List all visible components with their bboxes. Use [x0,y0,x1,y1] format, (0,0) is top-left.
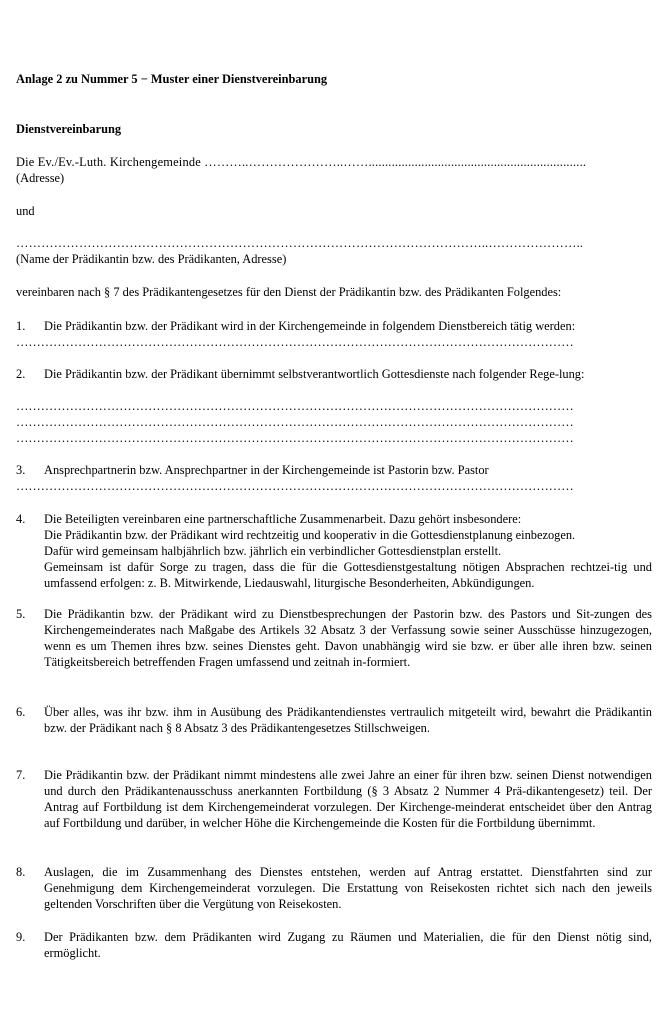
clause-text: Der Prädikanten bzw. dem Prädikanten wird Zugang zu Räumen und Materialien, die für den Dienst nötig sind, ermöglicht. [44,930,652,960]
clause-text: Die Prädikantin bzw. der Prädikant wird zu Dienstbesprechungen der Pastorin bzw. des Pastors und Sit-zungen des Kirchengemeinderates nach Maßgabe des Artikels 32 Absatz 3 der Verfassung sowie seiner Ausschüsse hinzugezogen, wenn es um Themen ihres bzw. seines Dienstes geht. Davon unabhängig wird sie bzw. er über alle ihren bzw. seinen Tätigkeitsbereich betreffenden Fragen umfassend und zeitnah in-formiert. [44,607,652,669]
clause-line: Gemeinsam ist dafür Sorge zu tragen, dass die für die Gottesdienstgestaltung nötigen Absprachen rechtzei-tig und umfassend erfolgen: z. B. Mitwirkende, Liedauswahl, liturgische Besonderheiten, Abkündigungen. [44,560,652,590]
name-dotted-line: …………………………………………………………………………………………………..………………….. [16,236,584,250]
clause-text [44,511,652,591]
clause-line: Dafür wird gemeinsam halbjährlich bzw. jährlich ein verbindlicher Gottesdienstplan erstellt. [44,544,502,558]
gemeinde-line: Die Ev./Ev.-Luth. Kirchengemeinde ………..…………………..…….................................................................. [16,155,587,169]
fill-in-line: ……………………………………………………………………………………………………………………… [16,479,574,493]
clause-number: 9. [16,930,26,944]
clause-number: 1. [16,319,26,333]
clause-line: Die Prädikantin bzw. der Prädikant wird rechtzeitig und kooperativ in die Gottesdienstplanung einbezogen. [44,528,576,542]
clause-text: Ansprechpartnerin bzw. Ansprechpartner in der Kirchengemeinde ist Pastorin bzw. Pastor [44,463,489,477]
clause-intro: Die Beteiligten vereinbaren eine partnerschaftliche Zusammenarbeit. Dazu gehört insbesondere: [44,512,522,526]
clause-number: 5. [16,607,26,621]
und-text: und [16,204,35,218]
clause-number: 8. [16,865,26,879]
adresse-label: (Adresse) [16,171,65,185]
clause-text: Die Prädikantin bzw. der Prädikant übernimmt selbstverantwortlich Gottesdienste nach folgender Rege-lung: [44,367,585,381]
fill-in-line: ……………………………………………………………………………………………………………………… [16,431,574,445]
clause-text: Über alles, was ihr bzw. ihm in Ausübung des Prädikantendienstes vertraulich mitgeteilt wird, bewahrt die Prädikantin bzw. der Prädikant nach § 8 Absatz 3 des Prädikantengesetzes Stillschweigen. [44,705,652,735]
clause-number: 3. [16,463,26,477]
clause-number: 6. [16,705,26,719]
intro-text: vereinbaren nach § 7 des Prädikantengesetzes für den Dienst der Prädikantin bzw. des Prädikanten Folgendes: [16,285,562,299]
agreement-heading: Dienstvereinbarung [16,122,122,136]
document-title: Anlage 2 zu Nummer 5 − Muster einer Dienstvereinbarung [16,72,328,86]
clause-text: Auslagen, die im Zusammenhang des Dienstes entstehen, werden auf Antrag erstattet. Dienstfahrten sind zur Genehmigung dem Kirchengemeinderat vorzulegen. Die Erstattung von Reisekosten richtet sich nach den jeweils geltenden Vorschriften über die Vergütung von Reisekosten. [44,865,652,911]
fill-in-line: ……………………………………………………………………………………………………………………… [16,335,574,349]
clause-text: Die Prädikantin bzw. der Prädikant nimmt mindestens alle zwei Jahre an einer für ihren bzw. seinen Dienst notwendigen und durch den Prädikantenausschuss anerkannten Fortbildung (§ 3 Absatz 2 Nummer 4 Prä-dikantengesetz) teil. Der Antrag auf Fortbildung ist dem Kirchengemeinderat vorzulegen. Der Kirchenge-meinderat entscheidet über den Antrag auf Fortbildung und darüber, in welcher Höhe die Kirchengemeinde die Kosten für die Fortbildung übernimmt. [44,768,652,830]
fill-in-line: ……………………………………………………………………………………………………………………… [16,399,574,413]
name-label: (Name der Prädikantin bzw. des Prädikanten, Adresse) [16,252,287,266]
clause-number: 2. [16,367,26,381]
clause-text: Die Prädikantin bzw. der Prädikant wird in der Kirchengemeinde in folgendem Dienstbereich tätig werden: [44,319,576,333]
clause-number: 7. [16,768,26,782]
clause-number: 4. [16,512,26,526]
fill-in-line: ……………………………………………………………………………………………………………………… [16,415,574,429]
